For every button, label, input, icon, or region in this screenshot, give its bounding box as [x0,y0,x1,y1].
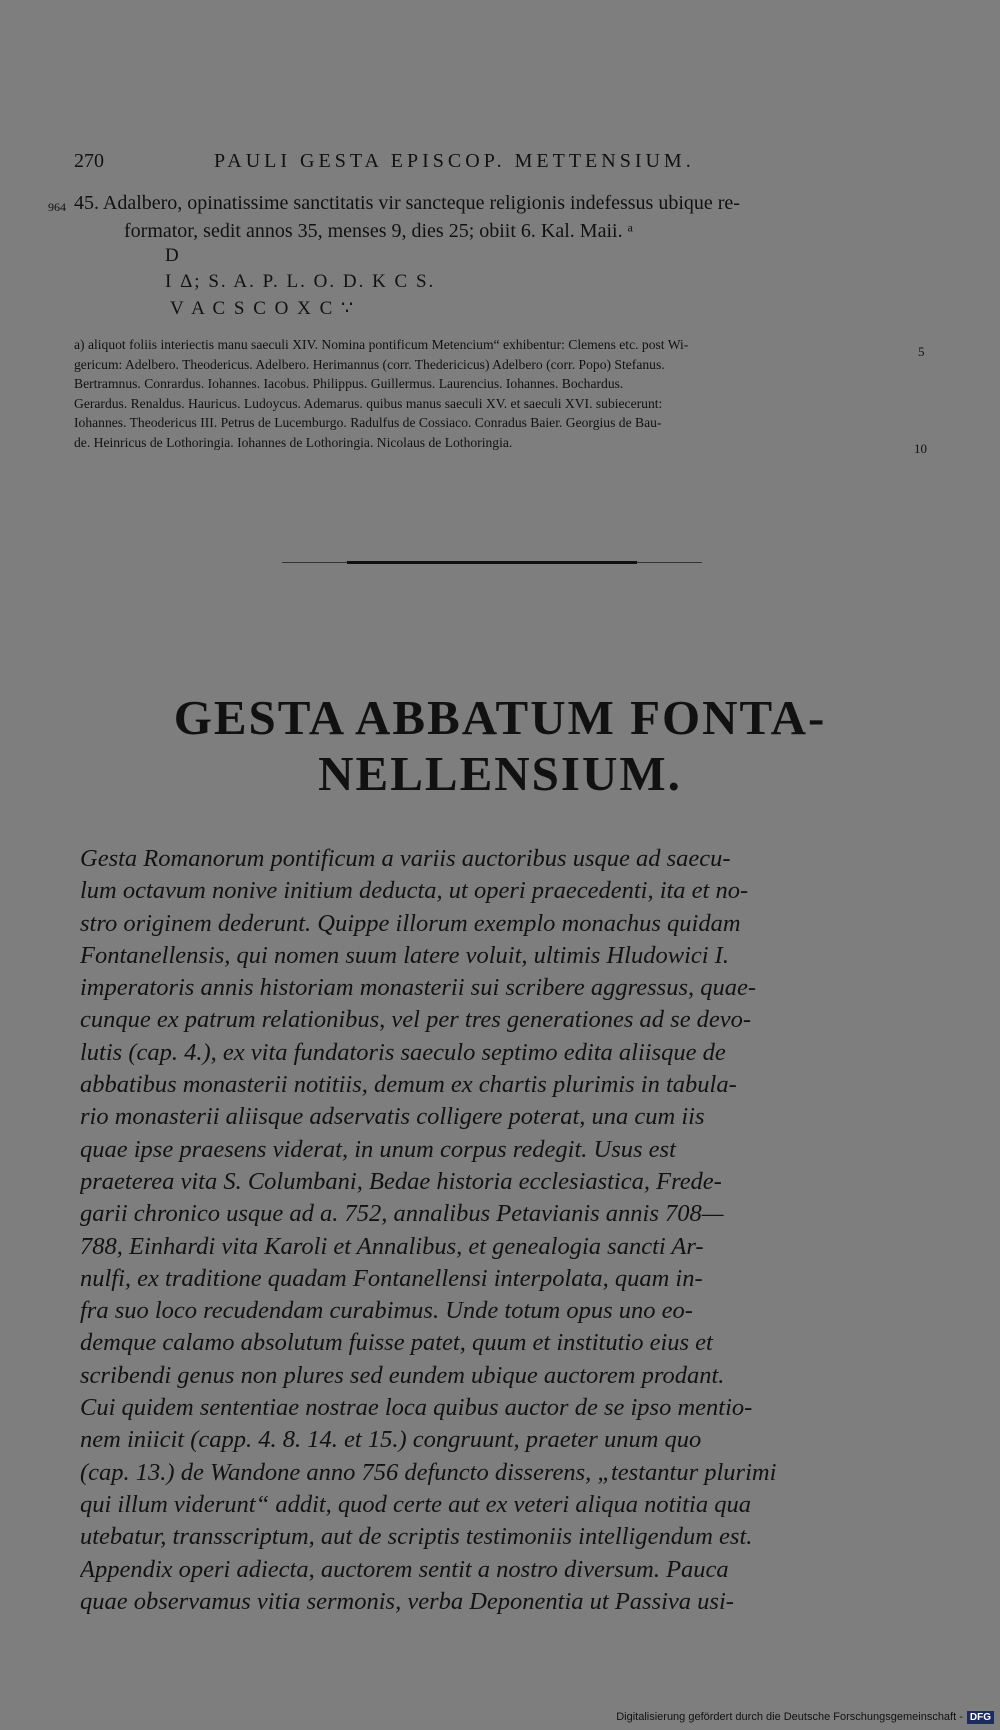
body-line: quae ipse praesens viderat, in unum corpus redegit. Usus est [80,1135,676,1163]
footnote-line: a) aliquot foliis interiectis manu saeculi XIV. Nomina pontificum Metencium“ exhibentur: Clemens etc. post Wi- [74,337,689,352]
body-line: rio monasterii aliisque adservatis colligere poterat, una cum iis [80,1103,705,1131]
body-line: demque calamo absolutum fuisse patet, quum et institutio eius et [80,1329,713,1357]
line-number-10: 10 [914,441,927,456]
footnote-line: de. Heinricus de Lothoringia. Iohannes de Lothoringia. Nicolaus de Lothoringia. [74,434,513,450]
section-title [0,690,1000,802]
running-title: PAULI GESTA EPISCOP. METTENSIUM. [214,150,695,172]
body-line: Fontanellensis, qui nomen suum latere voluit, ultimis Hludowici I. [80,941,729,969]
entry-line-1: 45. Adalbero, opinatissime sanctitatis vir sancteque religionis indefessus ubique re- [74,192,740,214]
footer-text: Digitalisierung gefördert durch die Deutsche Forschungsgemeinschaft - [616,1711,963,1723]
dfg-logo: DFG [967,1711,994,1724]
title-line-2: NELLENSIUM. [318,746,682,801]
body-line: abbatibus monasterii notitiis, demum ex chartis plurimis in tabula- [80,1071,737,1099]
line-number-5: 5 [918,344,925,359]
footnote-line: gericum: Adelbero. Theodericus. Adelbero. Herimannus (corr. Thedericicus) Adelbero (corr. Popo) Stefanus. [74,356,665,372]
body-line: cunque ex patrum relationibus, vel per tres generationes ad se devo- [80,1006,752,1034]
divider-thick-line [347,561,637,564]
body-line: nem iniicit (capp. 4. 8. 14. et 15.) congruunt, praeter unum quo [80,1426,702,1454]
footnote-line: Gerardus. Renaldus. Hauricus. Ludoycus. Ademarus. quibus manus saeculi XV. et saeculi XVI. subiecerunt: [74,395,663,411]
digitization-footer [616,1711,994,1724]
title-line-1: GESTA ABBATUM FONTA- [173,690,827,745]
footnote-line: Iohannes. Theodericus III. Petrus de Lucemburgo. Radulfus de Cossiaco. Conradus Baier. Georgius de Bau- [74,415,662,430]
body-line: lum octavum nonive initium deducta, ut operi praecedenti, ita et no- [80,877,749,905]
page-header [74,150,914,176]
body-line: garii chronico usque ad a. 752, annalibus Petavianis annis 708— [80,1200,724,1228]
section-divider [282,560,702,566]
body-line: stro originem dederunt. Quippe illorum exemplo monachus quidam [80,909,741,937]
body-line: 788, Einhardi vita Karoli et Annalibus, et genealogia sancti Ar- [80,1232,704,1260]
inscription-line-1: D [165,245,181,266]
body-line: Appendix operi adiecta, auctorem sentit a nostro diversum. Pauca [80,1555,729,1583]
body-line: fra suo loco recudendam curabimus. Unde totum opus uno eo- [80,1297,693,1325]
body-line: qui illum viderunt“ addit, quod certe aut ex veteri aliqua notitia qua [80,1490,751,1518]
margin-year: 964 [48,200,66,214]
inscription-line-3: V A C S C O X C ∵ [170,298,356,319]
body-line: (cap. 13.) de Wandone anno 756 defuncto disserens, „testantur plurimi [80,1458,777,1486]
body-line: nulfi, ex traditione quadam Fontanellensi interpolata, quam in- [80,1264,703,1292]
body-line: praeterea vita S. Columbani, Bedae historia ecclesiastica, Frede- [80,1167,722,1195]
body-text [80,843,910,1618]
body-line: scribendi genus non plures sed eundem ubique auctorem prodant. [80,1361,725,1389]
inscription-line-2: I Δ; S. A. P. L. O. D. K C S. [165,271,436,292]
footnote-line: Bertramnus. Conrardus. Iohannes. Iacobus. Philippus. Guillermus. Laurencius. Iohannes. Bochardus. [74,376,624,391]
footnotes [74,335,904,452]
body-line: quae observamus vitia sermonis, verba Deponentia ut Passiva usi- [80,1587,734,1615]
page-number: 270 [74,150,104,172]
entry-line-2: formator, sedit annos 35, menses 9, dies 25; obiit 6. Kal. Maii. ᵃ [124,220,634,242]
body-line: Gesta Romanorum pontificum a variis auctoribus usque ad saecu- [80,845,731,872]
body-line: imperatoris annis historiam monasterii sui scribere aggressus, quae- [80,974,757,1002]
body-line: utebatur, transscriptum, aut de scriptis testimoniis intelligendum est. [80,1523,753,1551]
body-line: lutis (cap. 4.), ex vita fundatoris saeculo septimo edita aliisque de [80,1038,726,1066]
body-line: Cui quidem sententiae nostrae loca quibus auctor de se ipso mentio- [80,1394,753,1422]
